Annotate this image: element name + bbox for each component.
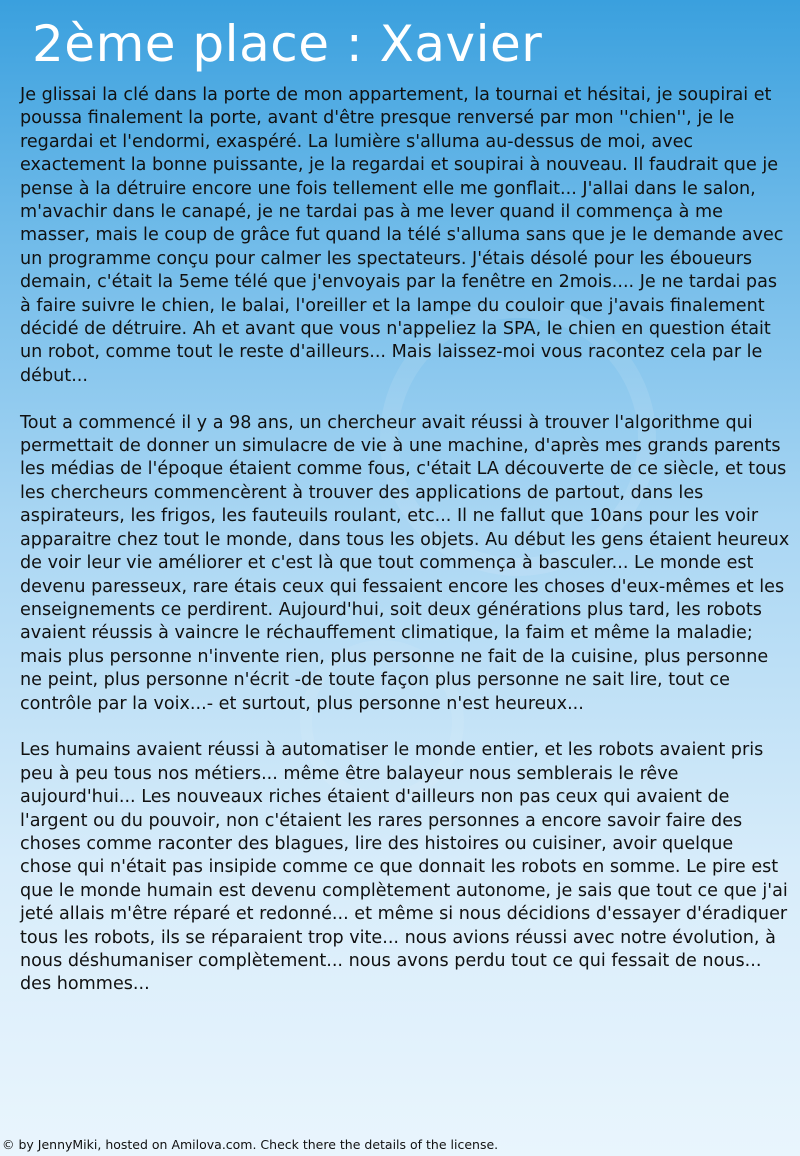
story-paragraph-1: Je glissai la clé dans la porte de mon appartement, la tournai et hésitai, je soupirai et poussa finalement la porte, avant d'être presque renversé par mon ''chien'', je le regardai et l'endormi, exaspéré. La lumière s'alluma au-dessus de moi, avec exactement la bonne puissante, je la regardai et soupirai à nouveau. Il faudrait que je pense à la détruire encore une fois tellement elle me gonflait... J'allai dans le salon, m'avachir dans le canapé, je ne tardai pas à me lever quand il commença à me masser, mais le coup de grâce fut quand la télé s'alluma sans que je le demande avec un programme conçu pour calmer les spectateurs. J'étais désolé pour les éboueurs demain, c'était la 5eme télé que j'envoyais par la fenêtre en 2mois.... Je ne tardai pas à faire suivre le chien, le balai, l'oreiller et la lampe du couloir que j'avais finalement décidé de détruire. Ah et avant que vous n'appeliez la SPA, le chien en question était un robot, comme tout le reste d'ailleurs... Mais laissez-moi vous racontez cela par le début...	[20, 85, 784, 386]
story-body	[20, 84, 790, 997]
story-paragraph-2: Tout a commencé il y a 98 ans, un chercheur avait réussi à trouver l'algorithme qui permettait de donner un simulacre de vie à une machine, d'après mes grands parents les médias de l'époque étaient comme fous, c'était LA découverte de ce siècle, et tous les chercheurs commencèrent à trouver des applications de partout, dans les aspirateurs, les frigos, les fauteuils roulant, etc... Il ne fallut que 10ans pour les voir apparaitre chez tout le monde, dans tous les objets. Au début les gens étaient heureux de voir leur vie améliorer et c'est là que tout commença à basculer... Le monde est devenu paresseux, rare étais ceux qui fessaient encore les choses d'eux-mêmes et les enseignements ce perdirent. Aujourd'hui, soit deux générations plus tard, les robots avaient réussis à vaincre le réchauffement climatique, la faim et même la maladie; mais plus personne n'invente rien, plus personne ne fait de la cuisine, plus personne ne peint, plus personne n'écrit -de toute façon plus personne ne sait lire, tout ce contrôle par la voix...- et surtout, plus personne n'est heureux...	[20, 412, 790, 714]
story-paragraph-3: Les humains avaient réussi à automatiser le monde entier, et les robots avaient pris peu à peu tous nos métiers... même être balayeur nous semblerais le rêve aujourd'hui... Les nouveaux riches étaient d'ailleurs non pas ceux qui avaient de l'argent ou du pouvoir, non c'étaient les rares personnes a encore savoir faire des choses comme raconter des blagues, lire des histoires ou cuisiner, avoir quelque chose qui n'était pas insipide comme ce que donnait les robots en somme. Le pire est que le monde humain est devenu complètement autonome, je sais que tout ce que j'ai jeté allais m'être réparé et redonné... et même si nous décidions d'essayer d'éradiquer tous les robots, ils se réparaient trop vite... nous avions réussi avec notre évolution, à nous déshumaniser complètement... nous avons perdu tout ce qui fessait de nous... des hommes...	[20, 740, 788, 995]
page-title: 2ème place : Xavier	[32, 15, 543, 73]
copyright-footer: © by JennyMiki, hosted on Amilova.com. Check there the details of the license.	[2, 1137, 499, 1152]
